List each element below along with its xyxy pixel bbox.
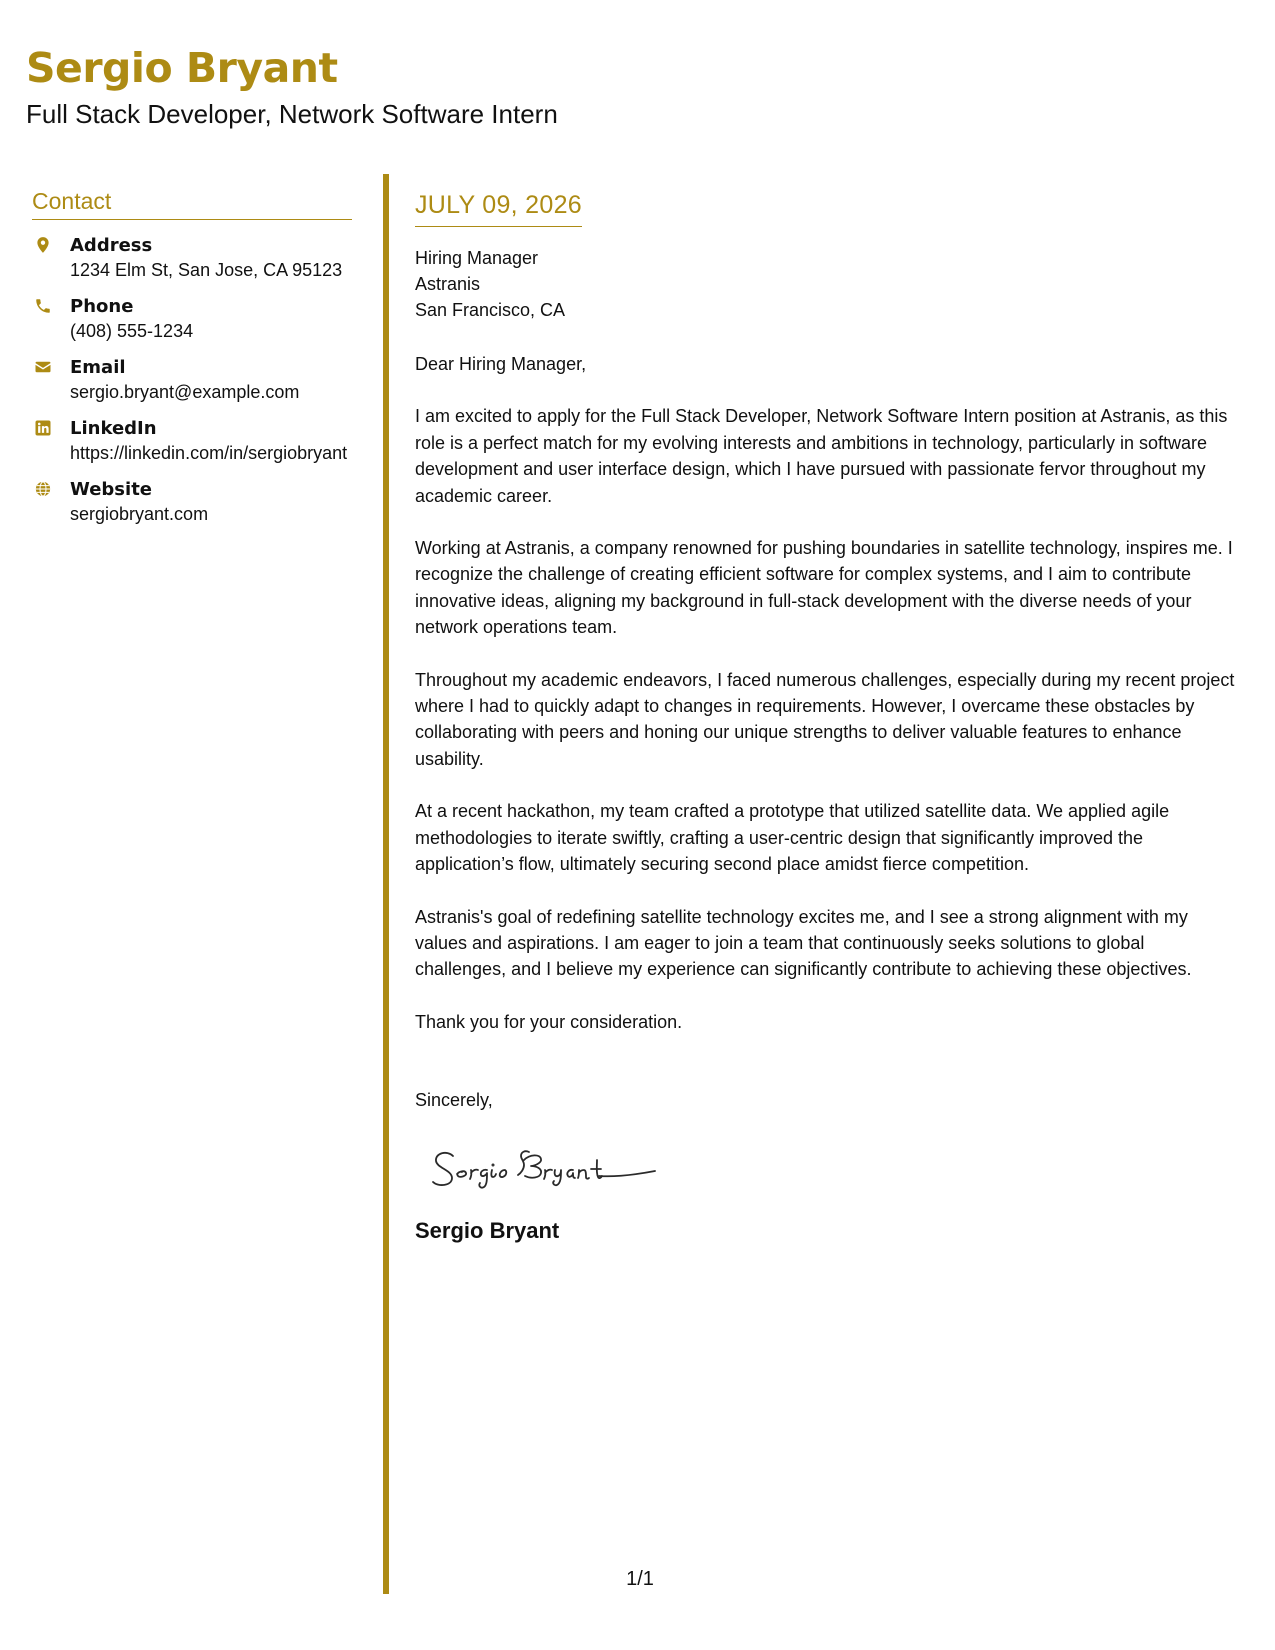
map-pin-icon [34, 236, 52, 254]
recipient-company: Astranis [415, 274, 481, 294]
contact-heading: Contact [32, 188, 352, 220]
contact-item-email [32, 356, 357, 405]
applicant-job-title: Full Stack Developer, Network Software Intern [26, 99, 558, 129]
letter-paragraph: At a recent hackathon, my team crafted a prototype that utilized satellite data. We applied agile methodologies to iterate swiftly, crafting a user-centric design that significantly improved the application’s flow, ultimately securing second place amidst fierce competition. [415, 801, 1170, 875]
contact-list [32, 234, 357, 539]
signer-name: Sergio Bryant [415, 1217, 560, 1243]
letter-paragraph: Working at Astranis, a company renowned for pushing boundaries in satellite technology, inspires me. I recognize the challenge of creating efficient software for complex systems, and I aim to contribute innovative ideas, aligning my background in full-stack development with the diverse needs of your network operations team. [415, 538, 1233, 638]
closing: Sincerely, [415, 1090, 493, 1111]
letter-paragraph: I am excited to apply for the Full Stack Developer, Network Software Intern position at Astranis, as this role is a perfect match for my evolving interests and ambitions in technology, particularly in software development and user interface design, which I have pursued with passionate fervor throughout my academic career. [415, 406, 1228, 506]
contact-item-address [32, 234, 357, 283]
handwritten-signature [431, 1138, 661, 1198]
salutation: Dear Hiring Manager, [415, 354, 587, 374]
contact-label-linkedin: LinkedIn [70, 418, 157, 439]
page-number: 1/1 [626, 1568, 654, 1590]
recipient-block [415, 245, 1235, 323]
letter-date: JULY 09, 2026 [415, 190, 582, 227]
envelope-icon [34, 358, 52, 376]
contact-label-website: Website [70, 479, 153, 500]
contact-value-linkedin[interactable]: https://linkedin.com/in/sergiobryant [70, 443, 348, 463]
linkedin-icon [34, 419, 52, 437]
recipient-name: Hiring Manager [415, 248, 539, 268]
letter-paragraph: Thank you for your consideration. [415, 1011, 683, 1032]
recipient-location: San Francisco, CA [415, 300, 566, 320]
contact-label-address: Address [70, 235, 153, 256]
vertical-divider [383, 174, 389, 1594]
letter-body [415, 190, 1235, 1244]
applicant-name: Sergio Bryant [26, 44, 338, 92]
contact-item-linkedin [32, 417, 357, 466]
contact-value-address: 1234 Elm St, San Jose, CA 95123 [70, 260, 343, 280]
contact-label-email: Email [70, 357, 126, 378]
contact-value-website[interactable]: sergiobryant.com [70, 504, 209, 524]
letter-paragraph: Throughout my academic endeavors, I faced numerous challenges, especially during my recent project where I had to quickly adapt to changes in requirements. However, I overcame these obstacles by collaborating with peers and honing our unique strengths to deliver valuable features to enhance usability. [415, 669, 1235, 769]
contact-label-phone: Phone [70, 296, 134, 317]
contact-value-email[interactable]: sergio.bryant@example.com [70, 382, 300, 402]
contact-item-website [32, 478, 357, 527]
contact-value-phone: (408) 555-1234 [70, 321, 194, 341]
contact-item-phone [32, 295, 357, 344]
phone-icon [34, 297, 52, 315]
globe-icon [34, 480, 52, 498]
letter-paragraph: Astranis's goal of redefining satellite technology excites me, and I see a strong alignment with my values and aspirations. I am eager to join a team that continuously seeks solutions to global challenges, and I believe my experience can significantly contribute to achieving these objectives. [415, 906, 1192, 980]
